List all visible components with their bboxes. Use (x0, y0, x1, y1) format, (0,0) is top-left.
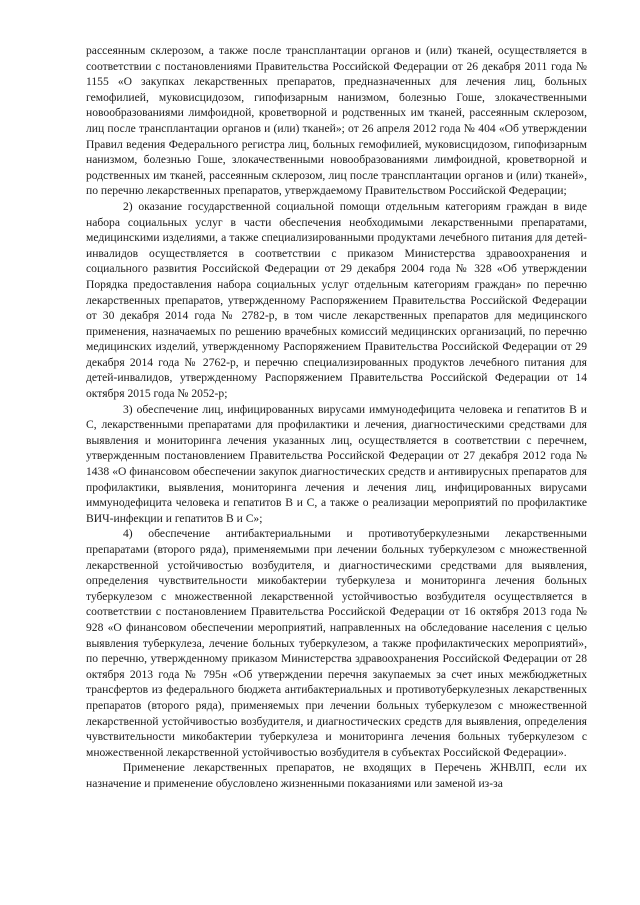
paragraph-item-2: 2) оказание государственной социальной помощи отдельным категориям граждан в виде набора социальных услуг в части обеспечения необходимыми лекарственными препаратами, медицинскими изделиями, а также специализированными продуктами лечебного питания для детей-инвалидов осуществляется в соответствии с приказом Министерства здравоохранения и социального развития Российской Федерации от 29 декабря 2004 года № 328 «Об утверждении Порядка предоставления набора социальных услуг отдельным категориям граждан» по перечню лекарственных препаратов, утвержденному Распоряжением Правительства Российской Федерации от 30 декабря 2014 года № 2782-р, в том числе лекарственных препаратов для медицинского применения, назначаемых по решению врачебных комиссий медицинских организаций, по перечню медицинских изделий, утвержденному Распоряжением Правительства Российской Федерации от 29 декабря 2014 года № 2762-р, и перечню специализированных продуктов лечебного питания для детей-инвалидов, утвержденному Распоряжением Правительства Российской Федерации от 14 октября 2015 года № 2052-р; (86, 199, 587, 401)
paragraph-non-list-drugs: Применение лекарственных препаратов, не входящих в Перечень ЖНВЛП, если их назначение и применение обусловлено жизненными показаниями или заменой из-за (86, 761, 587, 790)
paragraph-item-3: 3) обеспечение лиц, инфицированных вирусами иммунодефицита человека и гепатитов В и С, лекарственными препаратами для профилактики и лечения, диагностическими средствами для выявления и мониторинга лечения указанных лиц, осуществляется в соответствии с перечнем, утвержденным постановлением Правительства Российской Федерации от 27 декабря 2012 года № 1438 «О финансовом обеспечении закупок диагностических средств и антивирусных препаратов для профилактики, выявления, мониторинга лечения и лечения лиц, инфицированных вирусами иммунодефицита человека и гепатитов В и С, а также о реализации мероприятий по профилактике ВИЧ-инфекции и гепатитов В и С»; (86, 402, 587, 525)
paragraph-continuation: рассеянным склерозом, а также после трансплантации органов и (или) тканей, осуществляется в соответствии с постановлениями Правительства Российской Федерации от 26 декабря 2011 года № 1155 «О закупках лекарственных препаратов, предназначенных для лечения лиц, больных гемофилией, муковисцидозом, гипофизарным нанизмом, болезнью Гоше, злокачественными новообразованиями лимфоидной, кроветворной и родственных им тканей, рассеянным склерозом, лиц после трансплантации органов и (или) тканей»; от 26 апреля 2012 года № 404 «Об утверждении Правил ведения Федерального регистра лиц, больных гемофилией, муковисцидозом, гипофизарным нанизмом, болезнью Гоше, злокачественными новообразованиями лимфоидной, кроветворной и родственных им тканей, рассеянным склерозом, лиц после трансплантации органов и (или) тканей», по перечню лекарственных препаратов, утверждаемому Правительством Российской Федерации; (86, 44, 587, 198)
paragraph-item-4: 4) обеспечение антибактериальными и противотуберкулезными лекарственными препаратами (второго ряда), применяемыми при лечении больных туберкулезом с множественной лекарственной устойчивостью возбудителя, и диагностическими средствами для выявления, определения чувствительности микобактерии туберкулеза и мониторинга лечения больных туберкулезом с множественной лекарственной устойчивостью возбудителя осуществляется в соответствии с постановлением Правительства Российской Федерации от 16 октября 2013 года № 928 «О финансовом обеспечении мероприятий, направленных на обследование населения с целью выявления туберкулеза, лечение больных туберкулезом, а также профилактических мероприятий», по перечню, утвержденному приказом Министерства здравоохранения Российской Федерации от 28 октября 2013 года № 795н «Об утверждении перечня закупаемых за счет иных межбюджетных трансфертов из федерального бюджета антибактериальных и противотуберкулезных лекарственных препаратов (второго ряда), применяемых при лечении больных туберкулезом с множественной лекарственной устойчивостью возбудителя, и диагностических средств для выявления, определения чувствительности микобактерии туберкулеза и мониторинга лечения больных туберкулезом с множественной лекарственной устойчивостью возбудителя в субъектах Российской Федерации». (86, 527, 587, 759)
